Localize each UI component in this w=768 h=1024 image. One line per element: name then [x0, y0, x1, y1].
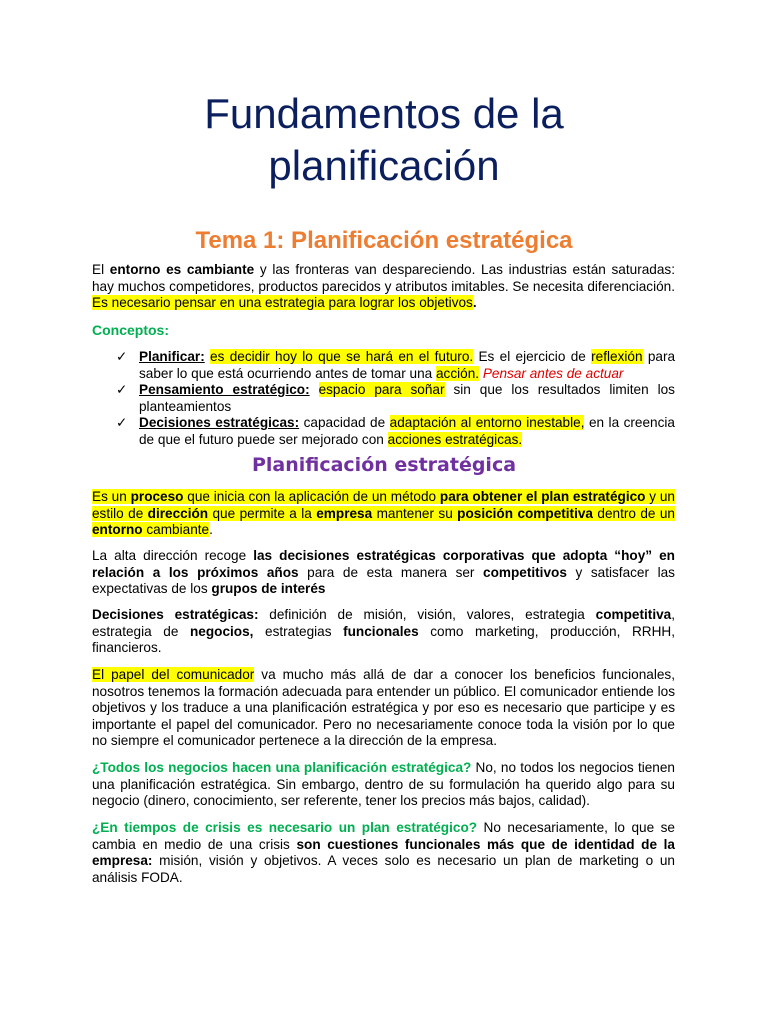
text-run: definición de misión, visión, valores, estrategia	[258, 607, 596, 622]
highlight-run: reflexión	[591, 349, 643, 364]
text-run: sin que los resultados limiten los planteamientos	[139, 382, 675, 414]
concepts-list	[116, 349, 675, 448]
intro-paragraph	[92, 262, 675, 312]
text-run: y un estilo de	[92, 489, 675, 521]
term: Planificar:	[139, 349, 205, 364]
highlight-run: acción.	[436, 365, 480, 381]
bold-run: grupos de interés	[211, 581, 326, 596]
text-run: para de esta manera ser	[298, 564, 484, 580]
bold-run: funcionales	[343, 623, 419, 639]
highlight-run: acciones estratégicas.	[387, 431, 523, 447]
title-line-1: Fundamentos de la	[204, 90, 564, 137]
check-icon: ✓	[116, 415, 128, 430]
bold-run: empresa	[316, 505, 373, 521]
text-run: y satisfacer las expectativas de los	[92, 564, 675, 596]
question-run: ¿En tiempos de crisis es necesario un plan estratégico?	[92, 820, 478, 835]
text-run: capacidad de	[299, 415, 390, 430]
conceptos-label: Conceptos:	[92, 322, 169, 338]
text-run: que permite a la	[208, 505, 317, 521]
text-run: y las fronteras van despareciendo. Las industrias están saturadas: hay muchos competidores, productos parecidos y atributos imitables. Se necesita diferenciación.	[92, 262, 675, 294]
bold-run: Decisiones estratégicas:	[92, 607, 259, 622]
text-run: No necesariamente, lo que se cambia en medio de una crisis	[92, 820, 675, 852]
bold-run: negocios,	[189, 623, 254, 639]
text-run: como marketing, producción, RRHH, financieros.	[92, 623, 675, 655]
text-run: El	[92, 262, 110, 277]
text-run: Es el ejercicio de	[473, 349, 592, 364]
bold-run: competitivos	[483, 564, 567, 580]
section-heading: Tema 1: Planificación estratégica	[195, 227, 573, 254]
text-run: estrategias	[253, 623, 344, 639]
term: Pensamiento estratégico:	[139, 382, 310, 397]
text-run: mantener su	[372, 505, 458, 521]
text-run: No, no todos los negocios tienen una planificación estratégica. Sin embargo, dentro de su formulación ha querido algo para su negocio (dinero, conocimiento, ser referente, tener los precios más bajos, calidad).	[92, 760, 675, 808]
paragraph-alta-direccion	[92, 548, 675, 598]
highlight-run: El papel del comunicador	[92, 667, 255, 682]
section-heading-2: Planificación estratégica	[251, 454, 517, 476]
text-run: en la creencia de que el futuro puede ser mejorado con	[139, 415, 675, 447]
paragraph-comunicador	[92, 667, 675, 750]
text-run: .	[209, 522, 213, 537]
bold-run: posición competitiva	[457, 505, 593, 521]
check-icon: ✓	[116, 349, 128, 364]
text-run: que inicia con la aplicación de un método	[183, 489, 440, 504]
bold-run: competitiva	[595, 607, 672, 622]
bold-run: para obtener el plan estratégico	[439, 489, 646, 504]
bold-run: entorno es cambiante	[109, 262, 255, 277]
text-run: , estrategia de	[92, 607, 675, 639]
text-run: para saber lo que está ocurriendo antes de tomar una	[139, 349, 676, 381]
paragraph-decisiones	[92, 607, 675, 657]
text-run: La alta dirección recoge	[92, 548, 254, 563]
text-run: misión, visión y objetivos. A veces solo es necesario un plan de marketing o un análisis FODA.	[92, 853, 675, 885]
highlight-run: adaptación al entorno inestable,	[389, 415, 585, 430]
highlight-run: es decidir hoy lo que se hará en el futuro.	[210, 349, 474, 364]
text-run: .	[472, 295, 477, 310]
bold-run: las decisiones estratégicas corporativas que adopta “hoy” en relación a los próximos años	[92, 548, 675, 580]
text-run	[310, 382, 319, 397]
bold-run: entorno	[92, 522, 143, 537]
bold-run: proceso	[130, 489, 184, 504]
highlight-run: espacio para soñar	[318, 382, 445, 397]
paragraph-todos-negocios	[92, 760, 675, 810]
title-line-2: planificación	[268, 142, 500, 189]
term: Decisiones estratégicas:	[139, 415, 300, 430]
list-item	[116, 349, 675, 382]
text-run: cambiante	[142, 522, 210, 537]
text-run: va mucho más allá de dar a conocer los beneficios funcionales, nosotros tenemos la formación adecuada para entender un público. El comunicador entiende los objetivos y los traduce a una planificación estratégica y por eso es necesario que participe y es importante el papel del comunicador. Pero no necesariamente conoce toda la visión por lo que no siempre el comunicador pertenece a la dirección de la empresa.	[92, 667, 675, 748]
bold-run: son cuestiones funcionales más que de identidad de la empresa:	[92, 836, 675, 868]
text-run: Es un	[92, 489, 131, 504]
bold-run: dirección	[147, 505, 209, 521]
paragraph-definition	[92, 489, 675, 539]
highlight-run: Es necesario pensar en una estrategia para lograr los objetivos	[92, 295, 473, 310]
check-icon: ✓	[116, 382, 128, 397]
text-run: dentro de un	[593, 505, 675, 521]
document-title	[0, 88, 768, 192]
list-item	[116, 382, 675, 415]
italic-note: Pensar antes de actuar	[482, 365, 624, 381]
list-item	[116, 415, 675, 448]
paragraph-crisis	[92, 820, 675, 886]
question-run: ¿Todos los negocios hacen una planificación estratégica?	[92, 760, 472, 775]
